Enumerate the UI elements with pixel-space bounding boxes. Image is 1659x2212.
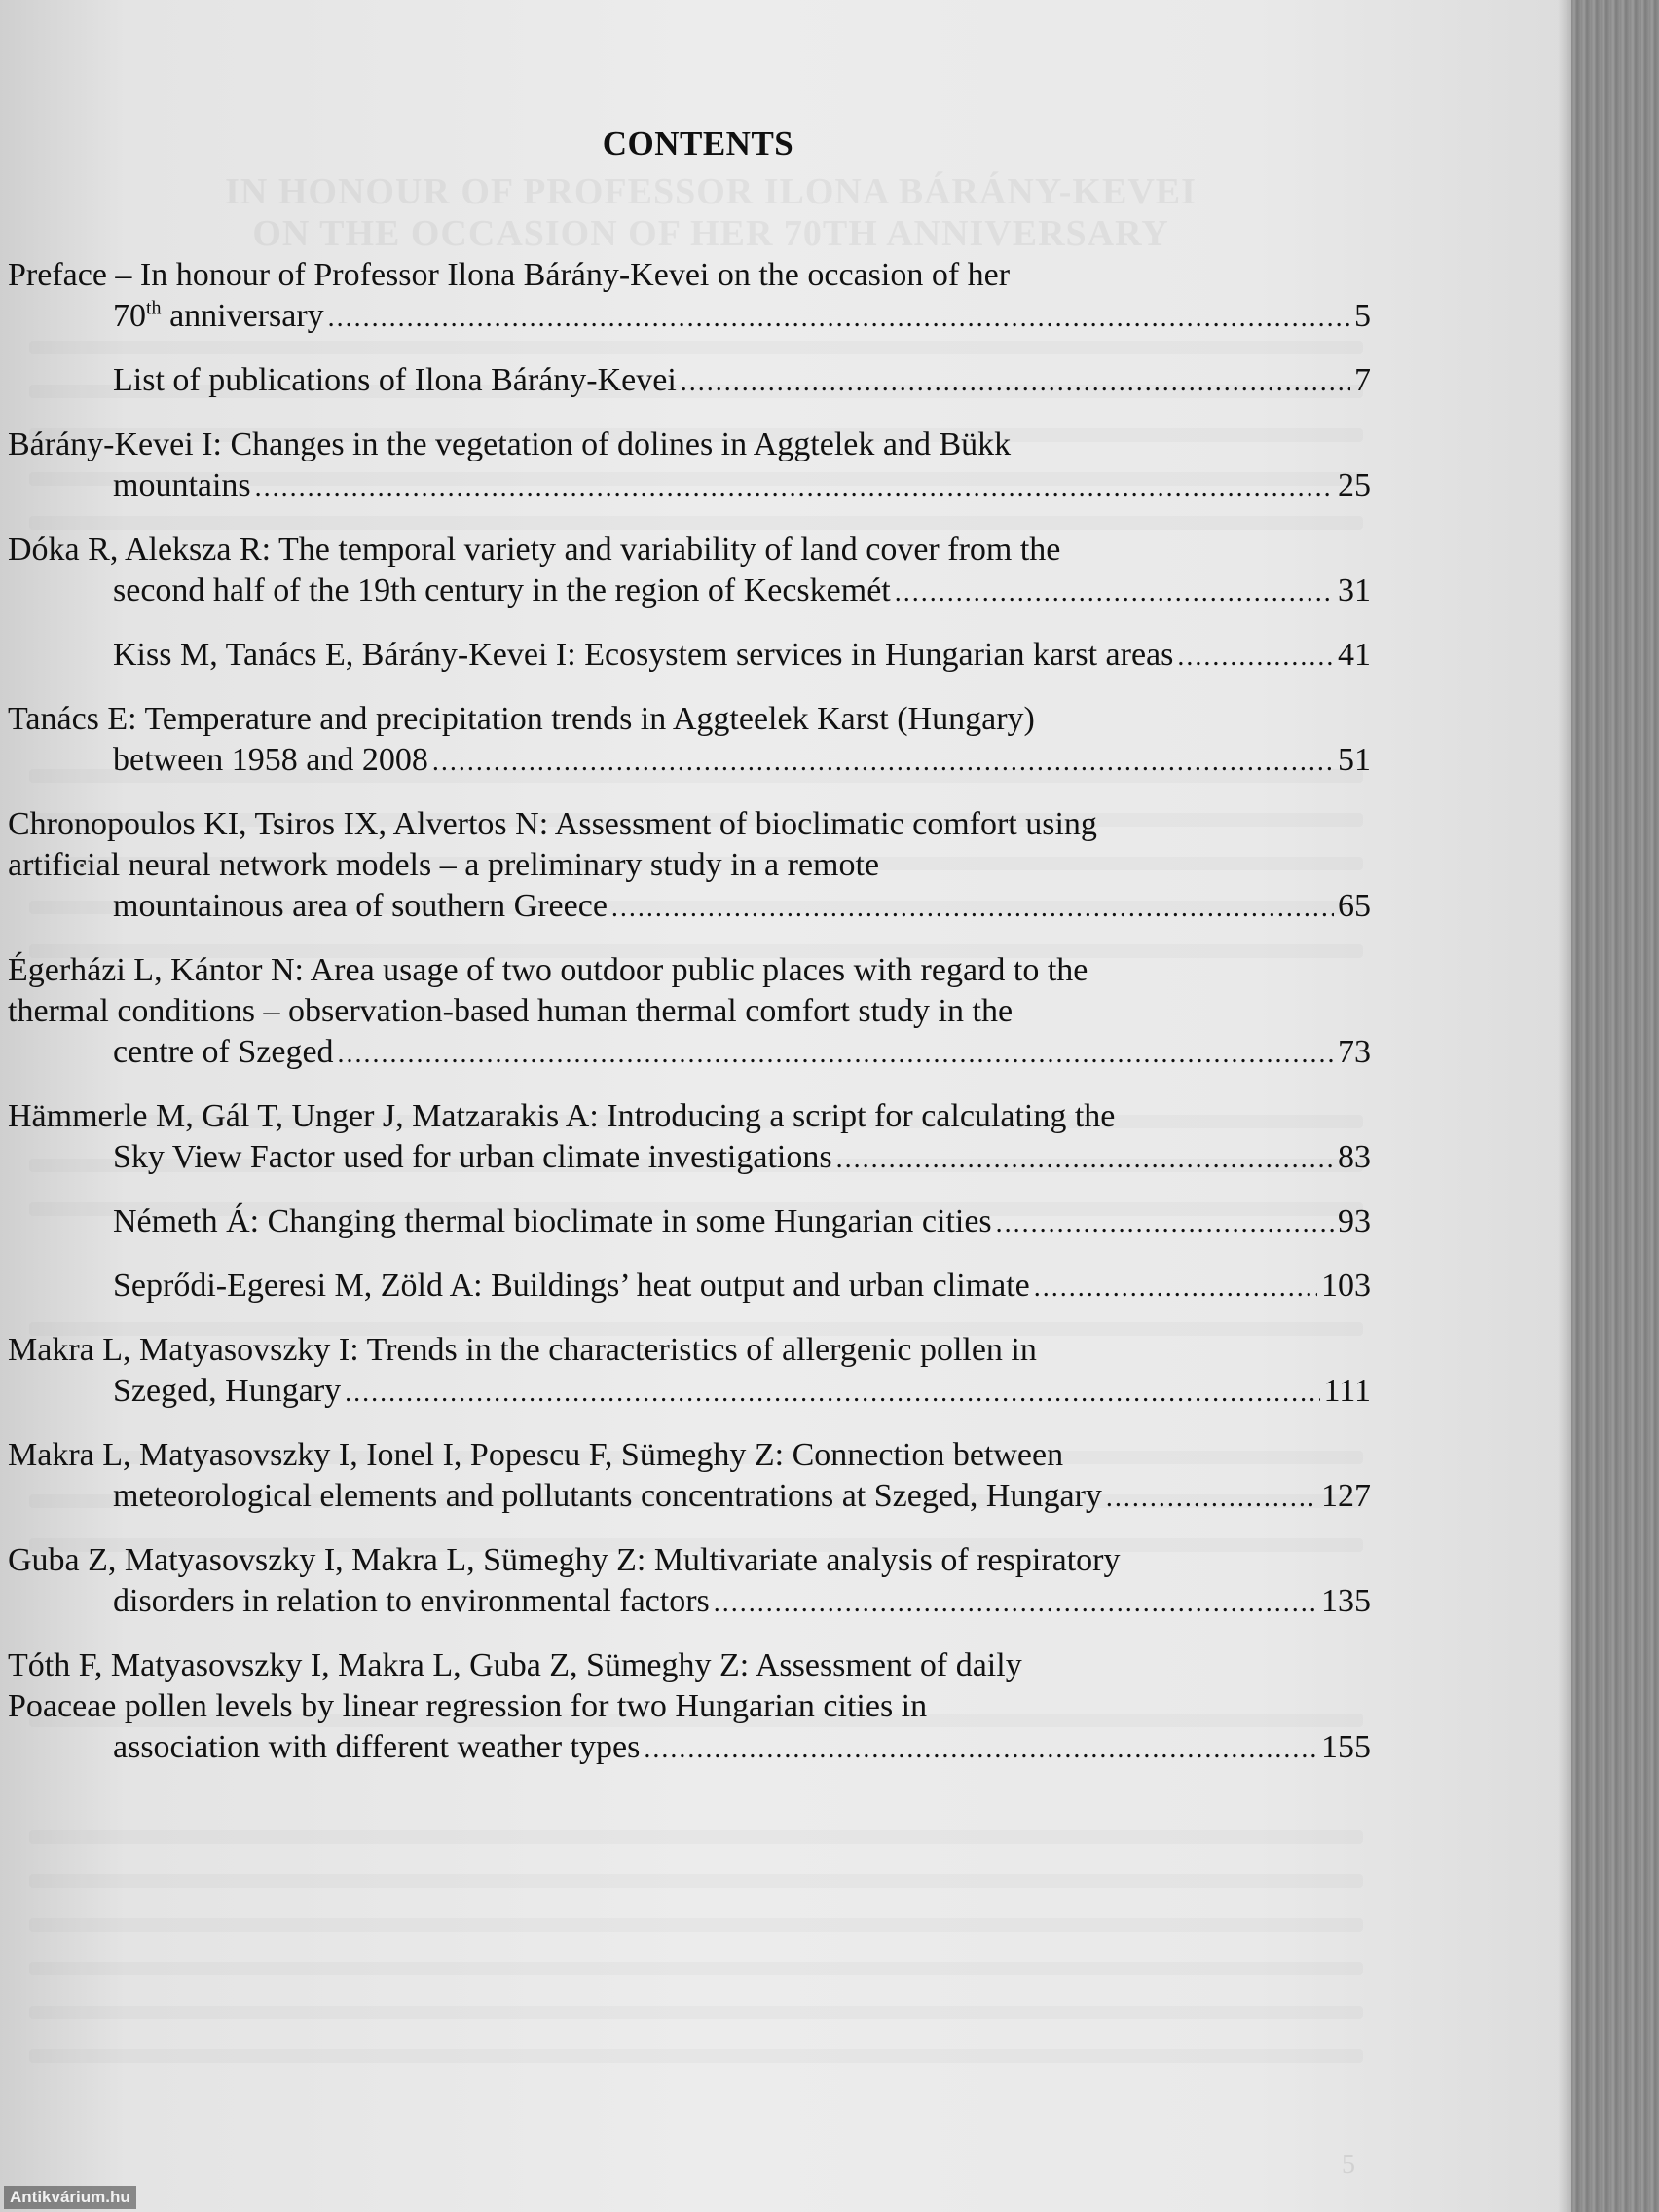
toc-entry-final-line	[113, 1727, 1371, 1770]
toc-entry-text: second half of the 19th century in the region of Kecskemét	[113, 572, 891, 608]
dot-leader	[338, 1034, 1334, 1075]
toc-entry-text-part: 70	[113, 298, 146, 334]
toc-entry-final-line	[113, 296, 1371, 339]
contents-title: CONTENTS	[602, 125, 794, 163]
toc-entry	[8, 1330, 1371, 1414]
toc-entry-text: Németh Á: Changing thermal bioclimate in some Hungarian cities	[113, 1203, 992, 1239]
toc-entry-text: Kiss M, Tanács E, Bárány-Kevei I: Ecosystem services in Hungarian karst areas	[113, 637, 1174, 673]
toc-entry-final-line	[113, 1266, 1371, 1309]
toc-entry	[8, 1266, 1371, 1309]
book-edge	[1571, 0, 1659, 2212]
toc-entry	[8, 424, 1371, 508]
toc-entry-line: Hämmerle M, Gál T, Unger J, Matzarakis A: Introducing a script for calculating the	[8, 1098, 1116, 1134]
toc-entry-final-line	[113, 1581, 1371, 1624]
dot-leader	[611, 888, 1334, 929]
ordinal-superscript: th	[146, 297, 162, 319]
dot-leader	[255, 467, 1334, 508]
page-number: 73	[1338, 1034, 1371, 1070]
toc-entry-text: mountainous area of southern Greece	[113, 888, 608, 924]
show-through-page-number: 5	[1342, 2150, 1355, 2180]
dot-leader	[996, 1203, 1334, 1244]
toc-entry-text: centre of Szeged	[113, 1034, 334, 1070]
table-of-contents	[8, 255, 1371, 1791]
toc-entry-final-line	[113, 886, 1371, 929]
toc-entry-text: between 1958 and 2008	[113, 742, 428, 778]
toc-entry-final-line	[113, 1137, 1371, 1180]
toc-entry-text	[113, 296, 324, 337]
dot-leader	[1106, 1478, 1317, 1519]
toc-entry-line: Guba Z, Matyasovszky I, Makra L, Sümeghy Z: Multivariate analysis of respiratory	[8, 1542, 1121, 1578]
toc-entry-final-line	[113, 1032, 1371, 1075]
toc-entry	[8, 804, 1371, 929]
page-number: 135	[1321, 1583, 1371, 1619]
dot-leader	[345, 1373, 1319, 1414]
dot-leader	[1177, 637, 1334, 678]
page-number: 7	[1354, 362, 1371, 398]
page-number: 155	[1321, 1729, 1371, 1765]
toc-entry-final-line	[113, 740, 1371, 783]
page-number: 111	[1323, 1373, 1371, 1409]
page-number: 83	[1338, 1139, 1371, 1175]
toc-entry	[8, 1096, 1371, 1180]
page-number: 65	[1338, 888, 1371, 924]
toc-entry-text: List of publications of Ilona Bárány-Kevei	[113, 362, 677, 398]
toc-entry	[8, 1201, 1371, 1244]
toc-entry-line: Tanács E: Temperature and precipitation trends in Aggteelek Karst (Hungary)	[8, 701, 1035, 737]
toc-entry-text-part: anniversary	[161, 298, 324, 334]
dot-leader	[644, 1729, 1317, 1770]
toc-entry-line: Makra L, Matyasovszky I, Ionel I, Popescu F, Sümeghy Z: Connection between	[8, 1437, 1064, 1473]
toc-entry-line: Preface – In honour of Professor Ilona Bárány-Kevei on the occasion of her	[8, 257, 1011, 293]
toc-entry-text: meteorological elements and pollutants concentrations at Szeged, Hungary	[113, 1478, 1102, 1514]
toc-entry	[8, 530, 1371, 613]
dot-leader	[895, 572, 1334, 613]
toc-entry-line: Bárány-Kevei I: Changes in the vegetation of dolines in Aggtelek and Bükk	[8, 426, 1012, 462]
toc-entry-final-line	[113, 571, 1371, 613]
toc-entry	[8, 635, 1371, 678]
toc-entry-final-line	[113, 635, 1371, 678]
toc-entry	[8, 1540, 1371, 1624]
toc-entry-final-line	[113, 1476, 1371, 1519]
toc-entry-line: Poaceae pollen levels by linear regression for two Hungarian cities in	[8, 1688, 928, 1724]
toc-entry	[8, 360, 1371, 403]
toc-entry-final-line	[113, 1371, 1371, 1414]
show-through-heading: ON THE OCCASION OF HER 70TH ANNIVERSARY	[252, 213, 1169, 254]
toc-entry-text: Szeged, Hungary	[113, 1373, 342, 1409]
toc-entry	[8, 1435, 1371, 1519]
toc-entry-text: disorders in relation to environmental factors	[113, 1583, 710, 1619]
toc-entry	[8, 255, 1371, 339]
toc-entry-line: Tóth F, Matyasovszky I, Makra L, Guba Z, Sümeghy Z: Assessment of daily	[8, 1647, 1022, 1683]
dot-leader	[681, 362, 1350, 403]
dot-leader	[836, 1139, 1334, 1180]
page-number: 51	[1338, 742, 1371, 778]
toc-entry-line: Égerházi L, Kántor N: Area usage of two outdoor public places with regard to the	[8, 952, 1088, 988]
toc-entry-final-line	[113, 1201, 1371, 1244]
page-number: 127	[1321, 1478, 1371, 1514]
dot-leader	[432, 742, 1334, 783]
page-number: 5	[1354, 298, 1371, 334]
page-number: 41	[1338, 637, 1371, 673]
page-number: 103	[1321, 1268, 1371, 1304]
toc-entry-final-line	[113, 465, 1371, 508]
toc-entry-text: Sky View Factor used for urban climate investigations	[113, 1139, 832, 1175]
watermark: Antikvárium.hu	[4, 2186, 136, 2209]
toc-entry-line: Chronopoulos KI, Tsiros IX, Alvertos N: Assessment of bioclimatic comfort using	[8, 806, 1097, 842]
toc-entry-line: thermal conditions – observation-based human thermal comfort study in the	[8, 993, 1014, 1029]
page-number: 31	[1338, 572, 1371, 608]
toc-entry-text: Seprődi-Egeresi M, Zöld A: Buildings’ heat output and urban climate	[113, 1268, 1030, 1304]
dot-leader	[1034, 1268, 1317, 1309]
toc-entry-text: association with different weather types	[113, 1729, 641, 1765]
toc-entry	[8, 950, 1371, 1075]
page-number: 25	[1338, 467, 1371, 503]
toc-entry	[8, 1645, 1371, 1770]
toc-entry-final-line	[113, 360, 1371, 403]
toc-entry	[8, 699, 1371, 783]
show-through-heading: IN HONOUR OF PROFESSOR ILONA BÁRÁNY-KEVEI	[225, 171, 1197, 212]
page-number: 93	[1338, 1203, 1371, 1239]
toc-entry-line: Makra L, Matyasovszky I: Trends in the characteristics of allergenic pollen in	[8, 1332, 1037, 1368]
toc-entry-line: Dóka R, Aleksza R: The temporal variety and variability of land cover from the	[8, 532, 1061, 568]
toc-entry-text: mountains	[113, 467, 251, 503]
toc-entry-line: artificial neural network models – a preliminary study in a remote	[8, 847, 880, 883]
dot-leader	[328, 298, 1350, 339]
dot-leader	[714, 1583, 1317, 1624]
